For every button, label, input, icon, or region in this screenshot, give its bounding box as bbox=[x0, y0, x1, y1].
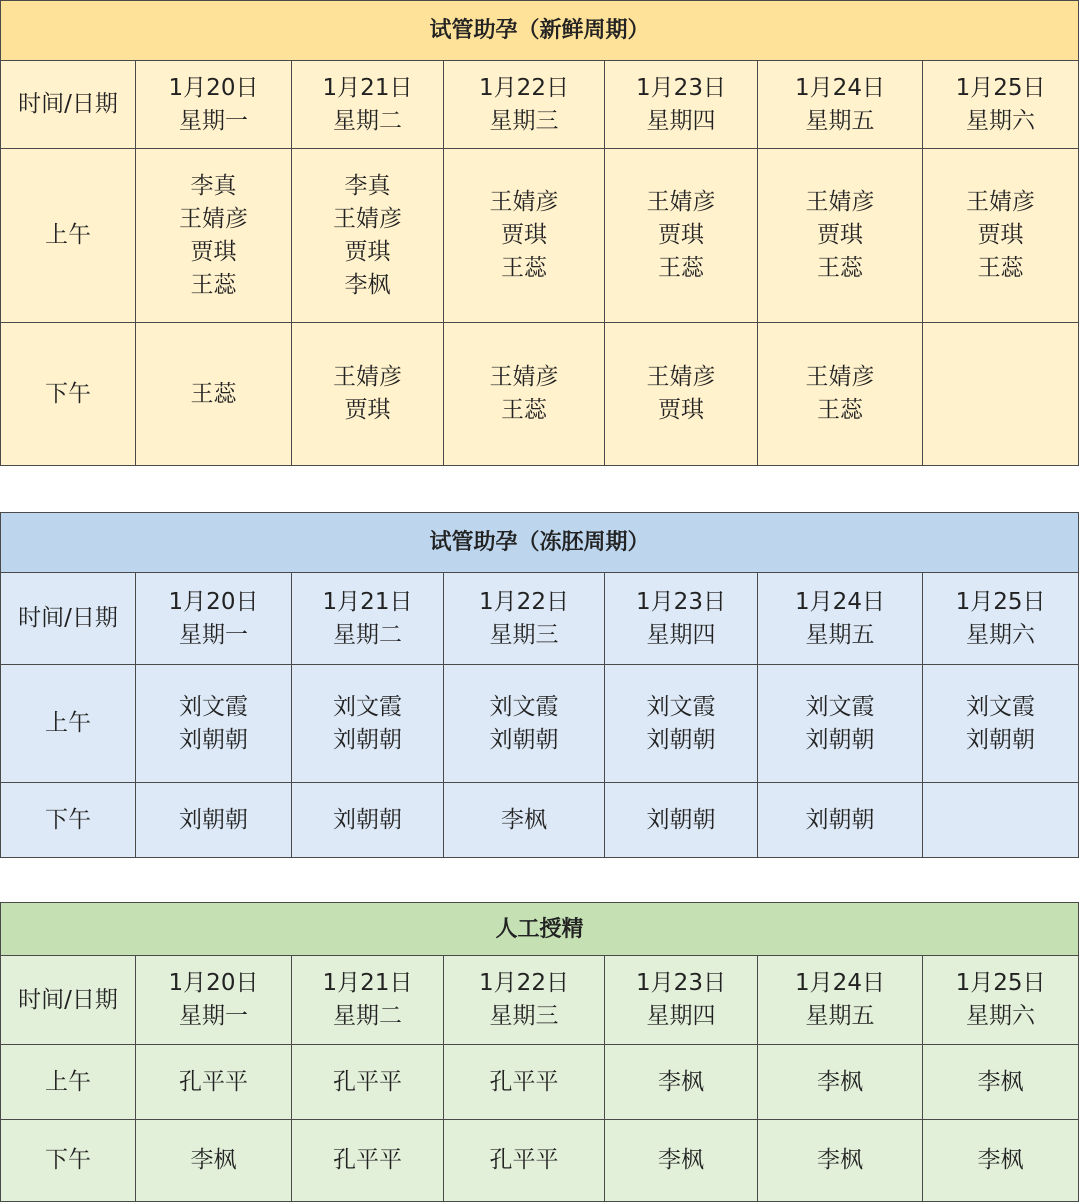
day-header bbox=[444, 61, 605, 149]
day-date: 1月23日 bbox=[636, 588, 726, 615]
day-weekday: 星期六 bbox=[966, 107, 1036, 134]
pm-label: 下午 bbox=[1, 783, 136, 858]
day-date: 1月21日 bbox=[322, 74, 413, 101]
day-weekday: 星期五 bbox=[805, 621, 875, 648]
staff-cell bbox=[136, 783, 292, 858]
day-date: 1月22日 bbox=[479, 74, 569, 101]
staff-cell bbox=[605, 665, 758, 783]
day-header bbox=[605, 573, 758, 665]
staff-cell bbox=[605, 1120, 758, 1202]
staff-name: 李枫 bbox=[658, 1147, 704, 1173]
day-date: 1月23日 bbox=[636, 74, 726, 101]
day-weekday: 星期六 bbox=[966, 621, 1036, 648]
staff-cell bbox=[444, 783, 605, 858]
day-weekday: 星期四 bbox=[646, 1003, 716, 1029]
staff-name: 王婧彦 bbox=[805, 189, 875, 215]
staff-name: 贾琪 bbox=[501, 222, 547, 248]
table-title: 试管助孕（冻胚周期） bbox=[1, 513, 1079, 573]
staff-cell bbox=[923, 323, 1079, 466]
staff-cell bbox=[605, 783, 758, 858]
staff-cell bbox=[444, 149, 605, 323]
staff-cell bbox=[136, 1120, 292, 1202]
day-weekday: 星期三 bbox=[489, 1003, 559, 1029]
day-date: 1月22日 bbox=[479, 588, 569, 615]
staff-name: 刘朝朝 bbox=[646, 726, 716, 753]
staff-name: 王婧彦 bbox=[489, 189, 559, 215]
staff-name: 王婧彦 bbox=[646, 189, 716, 215]
day-date: 1月21日 bbox=[322, 970, 413, 996]
staff-cell bbox=[758, 783, 923, 858]
header-row bbox=[1, 61, 1079, 149]
staff-cell bbox=[444, 323, 605, 466]
header-row bbox=[1, 956, 1079, 1045]
staff-name: 李枫 bbox=[501, 806, 547, 833]
day-date: 1月20日 bbox=[168, 970, 259, 996]
staff-name: 刘朝朝 bbox=[179, 726, 248, 753]
day-header bbox=[136, 573, 292, 665]
staff-name: 王婧彦 bbox=[805, 364, 875, 390]
staff-name: 李真 bbox=[344, 172, 391, 199]
day-header bbox=[923, 956, 1079, 1045]
staff-name: 孔平平 bbox=[333, 1147, 402, 1173]
staff-cell bbox=[605, 323, 758, 466]
day-weekday: 星期一 bbox=[179, 621, 248, 648]
staff-name: 刘朝朝 bbox=[333, 726, 402, 753]
day-weekday: 星期二 bbox=[333, 1003, 402, 1029]
day-header bbox=[605, 956, 758, 1045]
day-header bbox=[758, 573, 923, 665]
staff-cell bbox=[605, 1045, 758, 1120]
day-date: 1月21日 bbox=[322, 588, 413, 615]
day-header bbox=[758, 61, 923, 149]
staff-cell bbox=[292, 665, 444, 783]
staff-name: 贾琪 bbox=[344, 397, 391, 423]
staff-name: 刘朝朝 bbox=[966, 726, 1036, 753]
staff-name: 王蕊 bbox=[190, 380, 237, 407]
am-row bbox=[1, 665, 1079, 783]
staff-name: 贾琪 bbox=[658, 397, 704, 423]
staff-name: 王婧彦 bbox=[489, 364, 559, 390]
am-row bbox=[1, 1045, 1079, 1120]
staff-cell bbox=[758, 1045, 923, 1120]
header-row bbox=[1, 573, 1079, 665]
staff-name: 王蕊 bbox=[977, 255, 1024, 281]
pm-label: 下午 bbox=[1, 1120, 136, 1202]
staff-name: 王蕊 bbox=[501, 397, 547, 423]
day-header bbox=[444, 956, 605, 1045]
staff-cell bbox=[292, 149, 444, 323]
title-row bbox=[1, 903, 1079, 956]
day-weekday: 星期六 bbox=[966, 1003, 1036, 1029]
staff-cell bbox=[136, 149, 292, 323]
day-date: 1月24日 bbox=[795, 74, 885, 101]
day-weekday: 星期四 bbox=[646, 621, 716, 648]
staff-name: 李枫 bbox=[977, 1147, 1024, 1173]
staff-cell bbox=[292, 1120, 444, 1202]
staff-name: 王蕊 bbox=[817, 255, 863, 281]
day-date: 1月25日 bbox=[955, 74, 1046, 101]
am-label: 上午 bbox=[1, 149, 136, 323]
title-row bbox=[1, 1, 1079, 61]
staff-name: 王婧彦 bbox=[646, 364, 716, 390]
day-weekday: 星期四 bbox=[646, 107, 716, 134]
staff-name: 贾琪 bbox=[344, 238, 391, 265]
staff-cell bbox=[444, 665, 605, 783]
staff-name: 王蕊 bbox=[190, 271, 237, 298]
day-header bbox=[292, 573, 444, 665]
day-date: 1月20日 bbox=[168, 588, 259, 615]
staff-name: 刘朝朝 bbox=[805, 806, 875, 833]
day-header bbox=[605, 61, 758, 149]
time-date-header: 时间/日期 bbox=[1, 956, 136, 1045]
day-date: 1月25日 bbox=[955, 588, 1046, 615]
am-label: 上午 bbox=[1, 665, 136, 783]
day-header bbox=[136, 956, 292, 1045]
day-date: 1月24日 bbox=[795, 588, 885, 615]
day-date: 1月24日 bbox=[795, 970, 885, 996]
staff-name: 贾琪 bbox=[817, 222, 863, 248]
schedule-table-ai bbox=[0, 902, 1079, 1202]
staff-cell bbox=[758, 1120, 923, 1202]
staff-cell bbox=[136, 1045, 292, 1120]
staff-name: 刘文霞 bbox=[646, 693, 716, 720]
day-weekday: 星期一 bbox=[179, 107, 248, 134]
schedule-table-frozen bbox=[0, 512, 1079, 858]
staff-cell bbox=[292, 1045, 444, 1120]
staff-name: 王婧彦 bbox=[179, 205, 248, 232]
staff-name: 孔平平 bbox=[489, 1068, 559, 1095]
staff-name: 王婧彦 bbox=[333, 364, 402, 390]
staff-name: 李枫 bbox=[190, 1147, 237, 1173]
day-weekday: 星期五 bbox=[805, 1003, 875, 1029]
table-title: 人工授精 bbox=[1, 903, 1079, 956]
table-title: 试管助孕（新鲜周期） bbox=[1, 1, 1079, 61]
day-header bbox=[444, 573, 605, 665]
day-header bbox=[758, 956, 923, 1045]
am-label: 上午 bbox=[1, 1045, 136, 1120]
staff-name: 李枫 bbox=[977, 1068, 1024, 1095]
staff-cell bbox=[758, 323, 923, 466]
staff-cell bbox=[605, 149, 758, 323]
pm-row bbox=[1, 1120, 1079, 1202]
staff-cell bbox=[136, 323, 292, 466]
day-weekday: 星期一 bbox=[179, 1003, 248, 1029]
day-date: 1月22日 bbox=[479, 970, 569, 996]
staff-cell bbox=[923, 783, 1079, 858]
staff-name: 李枫 bbox=[658, 1068, 704, 1095]
staff-name: 李枫 bbox=[817, 1068, 863, 1095]
pm-row bbox=[1, 323, 1079, 466]
staff-name: 刘文霞 bbox=[489, 693, 559, 720]
staff-name: 刘文霞 bbox=[966, 693, 1036, 720]
staff-name: 王蕊 bbox=[817, 397, 863, 423]
day-date: 1月23日 bbox=[636, 970, 726, 996]
day-weekday: 星期五 bbox=[805, 107, 875, 134]
time-date-header: 时间/日期 bbox=[1, 61, 136, 149]
staff-name: 贾琪 bbox=[658, 222, 704, 248]
staff-cell bbox=[444, 1045, 605, 1120]
title-row bbox=[1, 513, 1079, 573]
day-weekday: 星期三 bbox=[489, 107, 559, 134]
day-weekday: 星期三 bbox=[489, 621, 559, 648]
day-header bbox=[923, 573, 1079, 665]
staff-name: 孔平平 bbox=[333, 1068, 402, 1095]
staff-cell bbox=[923, 149, 1079, 323]
day-header bbox=[136, 61, 292, 149]
staff-name: 刘朝朝 bbox=[179, 806, 248, 833]
schedule-table-fresh bbox=[0, 0, 1079, 466]
staff-cell bbox=[136, 665, 292, 783]
time-date-header: 时间/日期 bbox=[1, 573, 136, 665]
staff-name: 李真 bbox=[190, 172, 237, 199]
staff-name: 孔平平 bbox=[179, 1068, 248, 1095]
staff-cell bbox=[923, 1045, 1079, 1120]
staff-cell bbox=[444, 1120, 605, 1202]
staff-name: 刘文霞 bbox=[179, 693, 248, 720]
staff-name: 王婧彦 bbox=[966, 189, 1036, 215]
staff-name: 王婧彦 bbox=[333, 205, 402, 232]
staff-name: 贾琪 bbox=[190, 238, 237, 265]
day-weekday: 星期二 bbox=[333, 107, 402, 134]
staff-cell bbox=[758, 149, 923, 323]
staff-cell bbox=[292, 783, 444, 858]
staff-name: 孔平平 bbox=[489, 1147, 559, 1173]
day-weekday: 星期二 bbox=[333, 621, 402, 648]
day-date: 1月25日 bbox=[955, 970, 1046, 996]
staff-name: 刘朝朝 bbox=[805, 726, 875, 753]
staff-cell bbox=[292, 323, 444, 466]
day-header bbox=[292, 61, 444, 149]
pm-label: 下午 bbox=[1, 323, 136, 466]
staff-name: 李枫 bbox=[344, 271, 391, 298]
staff-name: 刘朝朝 bbox=[489, 726, 559, 753]
staff-name: 王蕊 bbox=[501, 255, 547, 281]
day-header bbox=[292, 956, 444, 1045]
staff-name: 刘文霞 bbox=[333, 693, 402, 720]
staff-name: 刘文霞 bbox=[805, 693, 875, 720]
day-header bbox=[923, 61, 1079, 149]
pm-row bbox=[1, 783, 1079, 858]
staff-cell bbox=[758, 665, 923, 783]
staff-name: 李枫 bbox=[817, 1147, 863, 1173]
am-row bbox=[1, 149, 1079, 323]
staff-cell bbox=[923, 1120, 1079, 1202]
staff-name: 王蕊 bbox=[658, 255, 704, 281]
day-date: 1月20日 bbox=[168, 74, 259, 101]
staff-name: 刘朝朝 bbox=[333, 806, 402, 833]
staff-name: 刘朝朝 bbox=[646, 806, 716, 833]
staff-cell bbox=[923, 665, 1079, 783]
staff-name: 贾琪 bbox=[977, 222, 1024, 248]
